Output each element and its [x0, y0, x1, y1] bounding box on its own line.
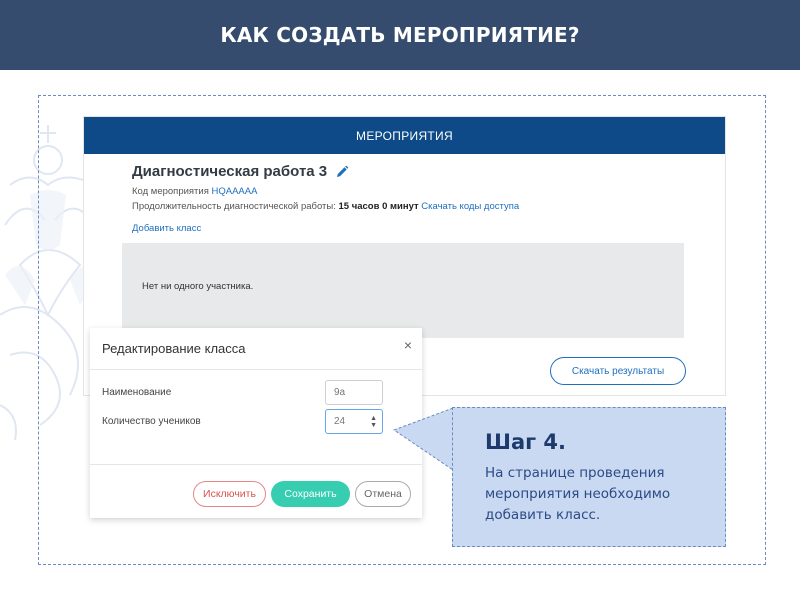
- class-name-label: Наименование: [102, 387, 172, 398]
- participants-empty-text: Нет ни одного участника.: [142, 281, 254, 292]
- step-description: На странице проведения мероприятия необходимо добавить класс.: [485, 465, 671, 523]
- add-class-link[interactable]: Добавить класс: [132, 223, 202, 234]
- step-heading: Шаг 4.: [485, 430, 566, 454]
- edit-class-modal: [90, 328, 422, 518]
- students-count-label: Количество учеников: [102, 416, 201, 427]
- class-name-input[interactable]: [325, 380, 383, 405]
- event-duration-line: [132, 201, 519, 212]
- close-icon[interactable]: ×: [403, 337, 412, 353]
- participants-panel: [122, 243, 684, 338]
- modal-header: [90, 328, 422, 370]
- exclude-button[interactable]: Исключить: [193, 481, 266, 507]
- students-count-stepper[interactable]: [325, 409, 383, 434]
- event-title: [132, 163, 349, 180]
- step-callout: [452, 407, 726, 547]
- duration-value: 15 часов 0 минут: [338, 201, 419, 212]
- modal-title: Редактирование класса: [102, 341, 246, 356]
- edit-pencil-icon[interactable]: [335, 165, 349, 179]
- events-top-bar-label: МЕРОПРИЯТИЯ: [356, 128, 453, 143]
- duration-label: Продолжительность диагностической работы:: [132, 201, 336, 212]
- students-count-value: 24: [334, 416, 346, 427]
- save-button[interactable]: Сохранить: [271, 481, 350, 507]
- slide-title: КАК СОЗДАТЬ МЕРОПРИЯТИЕ?: [220, 23, 580, 47]
- events-top-bar: [84, 117, 725, 154]
- event-code-line: [132, 186, 257, 197]
- stepper-arrows-icon[interactable]: ▲ ▼: [370, 415, 377, 429]
- download-codes-link[interactable]: Скачать коды доступа: [421, 201, 520, 212]
- cancel-button[interactable]: Отмена: [355, 481, 411, 507]
- event-code-label: Код мероприятия: [132, 186, 209, 197]
- slide-header: [0, 0, 800, 70]
- class-name-value: 9а: [334, 387, 346, 398]
- event-title-text: Диагностическая работа 3: [132, 163, 328, 180]
- event-code-value: HQAAAAA: [211, 186, 258, 197]
- callout-pointer-icon: [392, 400, 454, 480]
- modal-divider: [90, 464, 422, 465]
- download-results-button[interactable]: Скачать результаты: [550, 357, 686, 385]
